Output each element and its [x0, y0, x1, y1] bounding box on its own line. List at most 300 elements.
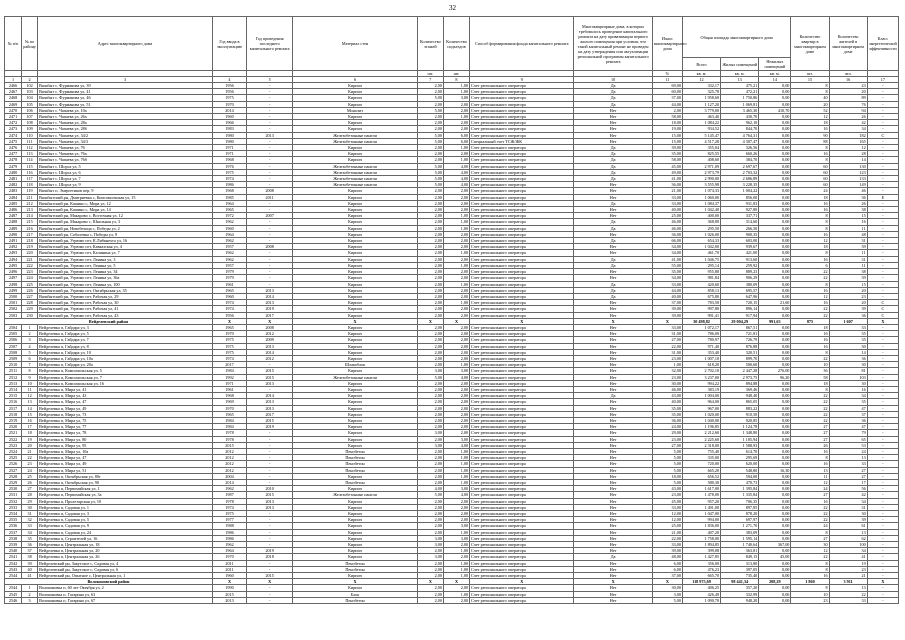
- floors-cell: 2,00: [417, 573, 443, 579]
- year-repair-cell: -: [247, 120, 293, 126]
- fund-method-cell: Счет регионального оператора: [470, 188, 574, 194]
- residents-cell: 26: [829, 200, 867, 206]
- apartments-cell: 22: [791, 393, 829, 399]
- energy-class-cell: -: [867, 126, 898, 132]
- apartments-cell: 26: [791, 442, 829, 448]
- area-living-cell: 1 595,14: [721, 535, 759, 541]
- fund-method-cell: Счет регионального оператора: [470, 213, 574, 219]
- area-living-cell: 1 271,70: [721, 523, 759, 529]
- fund-method-cell: Счет регионального оператора: [470, 455, 574, 461]
- area-nonliving-cell: 0,00: [759, 312, 791, 318]
- year-repair-cell: X: [247, 318, 293, 324]
- address-cell: Вейделевка п, Комсомольская ул, 7: [38, 374, 213, 380]
- needs-repair-cell: Нет: [574, 591, 652, 597]
- residents-cell: 34: [829, 548, 867, 554]
- area-total-cell: 720,00: [682, 461, 720, 467]
- year-repair-cell: 2014: [247, 349, 293, 355]
- district-number: 4: [22, 343, 38, 349]
- entrances-cell: 1,00: [443, 219, 469, 225]
- area-total-cell: 1 007,10: [682, 355, 720, 361]
- year-repair-cell: -: [247, 176, 293, 182]
- year-repair-cell: -: [247, 455, 293, 461]
- energy-class-cell: -: [867, 461, 898, 467]
- wall-material-cell: Кирпич: [293, 343, 418, 349]
- district-number: 3: [22, 597, 38, 603]
- area-total-cell: 994,00: [682, 517, 720, 523]
- floors-cell: 4,00: [417, 486, 443, 492]
- area-nonliving-cell: 0,00: [759, 337, 791, 343]
- entrances-cell: 1,00: [443, 448, 469, 454]
- fund-method-cell: Счет регионального оператора: [470, 436, 574, 442]
- area-living-cell: 337,71: [721, 213, 759, 219]
- district-number: 1: [22, 585, 38, 591]
- address-cell: Вязьбыт с. Чапаева ул, 34/3: [38, 138, 213, 144]
- entrances-cell: 1,00: [443, 157, 469, 163]
- wall-material-cell: Пенобетон: [293, 566, 418, 572]
- year-repair-cell: -: [247, 386, 293, 392]
- year-built-cell: 1975: [212, 511, 246, 517]
- wear-cell: 35,00: [652, 405, 682, 411]
- year-built-cell: 1979: [212, 269, 246, 275]
- wear-cell: 15,00: [652, 132, 682, 138]
- needs-repair-cell: Нет: [574, 368, 652, 374]
- year-built-cell: 1960: [212, 114, 246, 120]
- fund-method-cell: Счет регионального оператора: [470, 504, 574, 510]
- area-nonliving-cell: 0,00: [759, 188, 791, 194]
- residents-cell: 36: [829, 417, 867, 423]
- apartments-cell: 24: [791, 523, 829, 529]
- area-living-cell: 849,15: [721, 554, 759, 560]
- needs-repair-cell: Нет: [574, 355, 652, 361]
- district-number: 109: [22, 126, 38, 132]
- year-built-cell: 1986: [212, 535, 246, 541]
- floors-cell: 2,00: [417, 417, 443, 423]
- year-built-cell: 1985: [212, 194, 246, 200]
- fund-method-cell: Счет регионального оператора: [470, 219, 574, 225]
- year-repair-cell: 2015: [247, 573, 293, 579]
- address-cell: Вязьбыт с. Фурманова ул, 39: [38, 83, 213, 89]
- entrances-cell: 2,00: [443, 343, 469, 349]
- needs-repair-cell: Нет: [574, 306, 652, 312]
- district-number: 220: [22, 250, 38, 256]
- year-built-cell: 1974: [212, 306, 246, 312]
- area-total-cell: 1 084,22: [682, 120, 720, 126]
- district-number: 31: [22, 511, 38, 517]
- floors-cell: 2,00: [417, 597, 443, 603]
- address-cell: Вейделевка п, Мира ул, 75: [38, 417, 213, 423]
- wear-cell: 33,00: [652, 281, 682, 287]
- column-number: 12: [682, 77, 720, 83]
- area-nonliving-cell: 0,00: [759, 399, 791, 405]
- residents-cell: 33: [829, 597, 867, 603]
- entrances-cell: 1,00: [443, 480, 469, 486]
- wear-cell: 58,00: [652, 114, 682, 120]
- residents-cell: 79: [829, 430, 867, 436]
- area-nonliving-cell: 0,00: [759, 176, 791, 182]
- residents-cell: 149: [829, 182, 867, 188]
- entrances-cell: 2,00: [443, 504, 469, 510]
- area-nonliving-cell: 0,00: [759, 151, 791, 157]
- area-total-cell: 426,49: [682, 591, 720, 597]
- wall-material-cell: Кирпич: [293, 573, 418, 579]
- residents-cell: 30: [829, 362, 867, 368]
- wear-cell: 23,00: [652, 436, 682, 442]
- needs-repair-cell: Да: [574, 281, 652, 287]
- needs-repair-cell: Нет: [574, 448, 652, 454]
- col-header-apts: Количество квартир в многоквартирном доме: [791, 17, 829, 71]
- apartments-cell: 16: [791, 343, 829, 349]
- district-number: 216: [22, 225, 38, 231]
- residents-cell: 22: [829, 591, 867, 597]
- floors-cell: 2,00: [417, 343, 443, 349]
- fund-method-cell: Счет регионального оператора: [470, 275, 574, 281]
- floors-cell: 2,00: [417, 591, 443, 597]
- energy-class-cell: -: [867, 151, 898, 157]
- area-nonliving-cell: 0,00: [759, 380, 791, 386]
- address-cell: Вязьбытский рн, Макарово с, Восточная ул, 12: [38, 213, 213, 219]
- row-number: 2492: [5, 244, 22, 250]
- wall-material-cell: Кирпич: [293, 225, 418, 231]
- year-repair-cell: -: [247, 163, 293, 169]
- year-built-cell: 1968: [212, 157, 246, 163]
- district-number: 212: [22, 200, 38, 206]
- energy-class-cell: -: [867, 114, 898, 120]
- district-number: 222: [22, 262, 38, 268]
- energy-class-cell: -: [867, 430, 898, 436]
- area-total-cell: 1 758,00: [682, 535, 720, 541]
- area-total-cell: 1 196,85: [682, 424, 720, 430]
- address-cell: Вязьбыт с. Чапаева ул, 28а: [38, 120, 213, 126]
- wall-material-cell: X: [293, 579, 418, 585]
- area-nonliving-cell: 96,20: [759, 374, 791, 380]
- row-number: 2512: [5, 374, 22, 380]
- needs-repair-cell: Нет: [574, 504, 652, 510]
- area-total-cell: 665,20: [682, 467, 720, 473]
- entrances-cell: 2,00: [443, 417, 469, 423]
- energy-class-cell: -: [867, 560, 898, 566]
- col-header-wear: Износ многоквартирного дома: [652, 17, 682, 71]
- entrances-cell: 2,00: [443, 306, 469, 312]
- district-number: 218: [22, 238, 38, 244]
- area-living-cell: 430,70: [721, 114, 759, 120]
- wall-material-cell: Кирпич: [293, 114, 418, 120]
- fund-method-cell: Счет регионального оператора: [470, 231, 574, 237]
- floors-cell: 2,00: [417, 386, 443, 392]
- year-built-cell: 1957: [212, 244, 246, 250]
- area-living-cell: 614,70: [721, 448, 759, 454]
- year-built-cell: 1978: [212, 436, 246, 442]
- year-repair-cell: -: [247, 566, 293, 572]
- wall-material-cell: Кирпич: [293, 368, 418, 374]
- district-number: 111: [22, 138, 38, 144]
- wall-material-cell: Кирпич: [293, 548, 418, 554]
- residents-cell: 21: [829, 573, 867, 579]
- address-cell: Вейделевский рн, Опытное с, Центральная ул, 1: [38, 573, 213, 579]
- district-number: 221: [22, 256, 38, 262]
- needs-repair-cell: Да: [574, 157, 652, 163]
- needs-repair-cell: Нет: [574, 529, 652, 535]
- year-built-cell: 1966: [212, 120, 246, 126]
- wall-material-cell: Кирпич: [293, 529, 418, 535]
- floors-cell: 2,00: [417, 380, 443, 386]
- area-nonliving-cell: 0,00: [759, 238, 791, 244]
- needs-repair-cell: Да: [574, 200, 652, 206]
- apartments-cell: 18: [791, 324, 829, 330]
- apartments-cell: 60: [791, 163, 829, 169]
- entrances-cell: 2,00: [443, 200, 469, 206]
- wall-material-cell: Кирпич: [293, 213, 418, 219]
- area-living-cell: 894,88: [721, 380, 759, 386]
- year-repair-cell: -: [247, 157, 293, 163]
- row-number: 2532: [5, 498, 22, 504]
- energy-class-cell: -: [867, 95, 898, 101]
- apartments-cell: 8: [791, 157, 829, 163]
- area-nonliving-cell: 0,00: [759, 430, 791, 436]
- wear-cell: 39,00: [652, 145, 682, 151]
- wear-cell: 12,00: [652, 511, 682, 517]
- year-built-cell: X: [212, 579, 246, 585]
- floors-cell: 5,00: [417, 95, 443, 101]
- apartments-cell: 12: [791, 480, 829, 486]
- wear-cell: 2,00: [652, 107, 682, 113]
- wear-cell: 34,00: [652, 275, 682, 281]
- needs-repair-cell: Да: [574, 95, 652, 101]
- year-repair-cell: -: [247, 430, 293, 436]
- needs-repair-cell: Нет: [574, 511, 652, 517]
- area-nonliving-cell: 0,00: [759, 225, 791, 231]
- residents-cell: 16: [829, 219, 867, 225]
- fund-method-cell: Счет регионального оператора: [470, 448, 574, 454]
- needs-repair-cell: Нет: [574, 380, 652, 386]
- year-repair-cell: -: [247, 442, 293, 448]
- residents-cell: 35: [829, 337, 867, 343]
- row-number: 2542: [5, 560, 22, 566]
- floors-cell: 5,00: [417, 138, 443, 144]
- address-cell: Вязьбыт с. Чапаева ул, 34/2: [38, 132, 213, 138]
- entrances-cell: 1,00: [443, 461, 469, 467]
- entrances-cell: 2,00: [443, 120, 469, 126]
- apartments-cell: 24: [791, 188, 829, 194]
- year-built-cell: 1965: [212, 324, 246, 330]
- energy-class-cell: -: [867, 368, 898, 374]
- year-built-cell: 1975: [212, 169, 246, 175]
- residents-cell: 33: [829, 461, 867, 467]
- needs-repair-cell: Нет: [574, 188, 652, 194]
- area-living-cell: 896,14: [721, 306, 759, 312]
- address-cell: Вейделевка п, Гайдара ул, 10а: [38, 355, 213, 361]
- wall-material-cell: Кирпич: [293, 511, 418, 517]
- residents-cell: 34: [829, 126, 867, 132]
- wall-material-cell: Кирпич: [293, 411, 418, 417]
- fund-method-cell: Счет регионального оператора: [470, 120, 574, 126]
- apartments-cell: 22: [791, 554, 829, 560]
- row-number: 2501: [5, 300, 22, 306]
- wear-cell: 46,00: [652, 219, 682, 225]
- area-nonliving-cell: 0,00: [759, 417, 791, 423]
- residents-cell: 28: [829, 151, 867, 157]
- row-number: 2488: [5, 219, 22, 225]
- area-living-cell: 962,10: [721, 120, 759, 126]
- wall-material-cell: Кирпич: [293, 207, 418, 213]
- floors-cell: 2,00: [417, 207, 443, 213]
- fund-method-cell: Счет регионального оператора: [470, 591, 574, 597]
- district-number: 229: [22, 306, 38, 312]
- wear-cell: 40,00: [652, 293, 682, 299]
- address-cell: Вейделевский рн, Закутское с, Садовая ул, 4: [38, 560, 213, 566]
- floors-cell: 3,00: [417, 554, 443, 560]
- energy-class-cell: С: [867, 300, 898, 306]
- entrances-cell: 2,00: [443, 337, 469, 343]
- year-built-cell: 1965: [212, 287, 246, 293]
- district-number: 19: [22, 436, 38, 442]
- year-built-cell: 1974: [212, 355, 246, 361]
- entrances-cell: 3,00: [443, 535, 469, 541]
- entrances-cell: 1,00: [443, 83, 469, 89]
- wear-cell: 33,00: [652, 542, 682, 548]
- district-number: 7: [22, 362, 38, 368]
- row-number: 2472: [5, 120, 22, 126]
- fund-method-cell: Счет регионального оператора: [470, 163, 574, 169]
- apartments-cell: 10: [791, 591, 829, 597]
- floors-cell: 2,00: [417, 467, 443, 473]
- apartments-cell: 8: [791, 566, 829, 572]
- fund-method-cell: Счет регионального оператора: [470, 114, 574, 120]
- apartments-cell: 24: [791, 486, 829, 492]
- needs-repair-cell: Да: [574, 225, 652, 231]
- floors-cell: 2,00: [417, 585, 443, 591]
- year-built-cell: 1978: [212, 430, 246, 436]
- district-number: 24: [22, 467, 38, 473]
- area-living-cell: 2 686,89: [721, 176, 759, 182]
- area-total-cell: 118 975,69: [682, 579, 720, 585]
- address-cell: Вязьбытский рн, Угрюмо пгт, Калинина ул, 7: [38, 250, 213, 256]
- area-nonliving-cell: 0,00: [759, 405, 791, 411]
- needs-repair-cell: Нет: [574, 461, 652, 467]
- row-number: 2468: [5, 95, 22, 101]
- wear-cell: 12,00: [652, 517, 682, 523]
- residents-cell: 61: [829, 523, 867, 529]
- area-total-cell: 1 074,33: [682, 188, 720, 194]
- area-nonliving-cell: 367,00: [759, 542, 791, 548]
- district-number: 110: [22, 132, 38, 138]
- year-repair-cell: -: [247, 126, 293, 132]
- apartments-cell: 12: [791, 293, 829, 299]
- entrances-cell: 2,00: [443, 312, 469, 318]
- wear-cell: 5,00: [652, 455, 682, 461]
- unit-label: шт.: [443, 71, 469, 77]
- energy-class-cell: -: [867, 120, 898, 126]
- floors-cell: 3,00: [417, 368, 443, 374]
- floors-cell: 2,00: [417, 566, 443, 572]
- needs-repair-cell: Нет: [574, 405, 652, 411]
- area-living-cell: 380,09: [721, 281, 759, 287]
- area-nonliving-cell: 0,00: [759, 219, 791, 225]
- address-cell: Вейделевка п, Мира ул, 10а: [38, 448, 213, 454]
- area-living-cell: 721,81: [721, 331, 759, 337]
- fund-method-cell: Счет регионального оператора: [470, 573, 574, 579]
- area-living-cell: 3 465,30: [721, 107, 759, 113]
- area-total-cell: 1 042,40: [682, 207, 720, 213]
- area-nonliving-cell: 0,00: [759, 343, 791, 349]
- year-repair-cell: -: [247, 529, 293, 535]
- residents-cell: 53: [829, 442, 867, 448]
- residents-cell: 89: [829, 95, 867, 101]
- wall-material-cell: Кирпич: [293, 430, 418, 436]
- district-number: 116: [22, 169, 38, 175]
- fund-method-cell: Счет регионального оператора: [470, 200, 574, 206]
- area-nonliving-cell: 0,00: [759, 163, 791, 169]
- address-cell: Вейделевка п, Комсомольская ул, 16: [38, 380, 213, 386]
- col-header-area-nonliving: Нежилых помещений: [759, 58, 791, 71]
- apartments-cell: 60: [791, 176, 829, 182]
- row-number: 2536: [5, 523, 22, 529]
- year-built-cell: 1974: [212, 176, 246, 182]
- row-number: 2486: [5, 207, 22, 213]
- wall-material-cell: Кирпич: [293, 306, 418, 312]
- row-number: 2529: [5, 480, 22, 486]
- year-built-cell: 1992: [212, 374, 246, 380]
- energy-class-cell: -: [867, 597, 898, 603]
- wall-material-cell: Кирпич: [293, 300, 418, 306]
- fund-method-cell: Счет регионального оператора: [470, 83, 574, 89]
- district-number: 10: [22, 380, 38, 386]
- entrances-cell: 1,00: [443, 548, 469, 554]
- area-total-cell: 332,17: [682, 83, 720, 89]
- residents-cell: 165: [829, 138, 867, 144]
- entrances-cell: 2,00: [443, 424, 469, 430]
- fund-method-cell: Счет регионального оператора: [470, 566, 574, 572]
- wear-cell: 23,00: [652, 492, 682, 498]
- fund-method-cell: Счет регионального оператора: [470, 362, 574, 368]
- wear-cell: 44,00: [652, 287, 682, 293]
- wall-material-cell: Кирпич: [293, 331, 418, 337]
- year-repair-cell: -: [247, 461, 293, 467]
- wall-material-cell: Пенобетон: [293, 461, 418, 467]
- wall-material-cell: X: [293, 318, 418, 324]
- wall-material-cell: Пенобетон: [293, 560, 418, 566]
- entrances-cell: 2,00: [443, 511, 469, 517]
- floors-cell: 3,00: [417, 430, 443, 436]
- fund-method-cell: Счет регионального оператора: [470, 411, 574, 417]
- energy-class-cell: -: [867, 535, 898, 541]
- energy-class-cell: -: [867, 337, 898, 343]
- floors-cell: 2,00: [417, 312, 443, 318]
- area-living-cell: 603,00: [721, 238, 759, 244]
- residents-cell: 12: [829, 145, 867, 151]
- needs-repair-cell: Нет: [574, 486, 652, 492]
- fund-method-cell: Счет регионального оператора: [470, 256, 574, 262]
- year-built-cell: 1956: [212, 83, 246, 89]
- entrances-cell: 2,00: [443, 517, 469, 523]
- area-total-cell: 3 555,98: [682, 182, 720, 188]
- area-nonliving-cell: 0,00: [759, 169, 791, 175]
- entrances-cell: 2,00: [443, 355, 469, 361]
- year-repair-cell: 2012: [247, 355, 293, 361]
- column-number: 9: [470, 77, 574, 83]
- fund-method-cell: Счет регионального оператора: [470, 424, 574, 430]
- row-number: 2546: [5, 597, 22, 603]
- address-cell: Вязьбытский рн, Угрюмо пгт, Кавказская ул, 4: [38, 244, 213, 250]
- row-number: 2483: [5, 188, 22, 194]
- residents-cell: 38: [829, 207, 867, 213]
- floors-cell: 2,00: [417, 238, 443, 244]
- entrances-cell: 2,00: [443, 399, 469, 405]
- wear-cell: 60,00: [652, 89, 682, 95]
- needs-repair-cell: Нет: [574, 231, 652, 237]
- needs-repair-cell: Нет: [574, 473, 652, 479]
- district-number: 25: [22, 473, 38, 479]
- energy-class-cell: С: [867, 132, 898, 138]
